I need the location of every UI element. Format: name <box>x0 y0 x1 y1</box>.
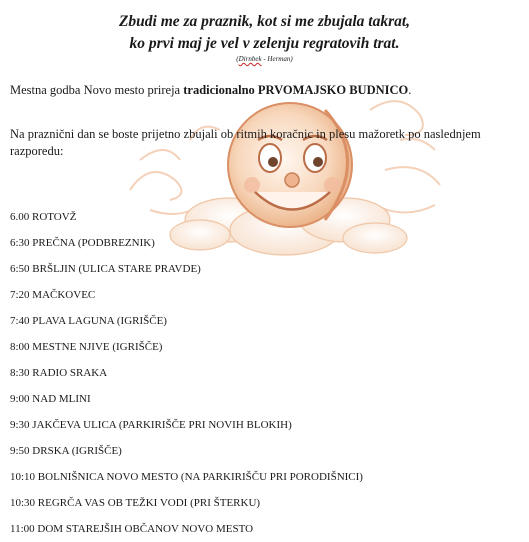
schedule-item: 11:00 DOM STAREJŠIH OBČANOV NOVO MESTO <box>10 523 254 535</box>
schedule-item: 8:00 MESTNE NJIVE (IGRIŠČE) <box>10 341 163 353</box>
schedule-item: 8:30 RADIO SRAKA <box>10 367 108 379</box>
schedule-list <box>10 204 363 542</box>
verse-line-2: ko prvi maj je vel v zelenju regratovih trat. <box>129 35 400 52</box>
schedule-item: 6:30 PREČNA (PODBREZNIK) <box>10 237 155 249</box>
schedule-item: 6:50 BRŠLJIN (ULICA STARE PRAVDE) <box>10 263 201 275</box>
verse-attribution <box>0 55 529 64</box>
attribution-open: ( <box>236 55 239 63</box>
verse-line-1: Zbudi me za praznik, kot si me zbujala takrat, <box>118 13 411 30</box>
intro-text-after: . <box>408 83 412 97</box>
schedule-item: 7:20 MAČKOVEC <box>10 289 96 301</box>
intro-paragraph <box>10 82 522 99</box>
schedule-item: 10:30 REGRČA VAS OB TEŽKI VODI (PRI ŠTERKU) <box>10 497 261 509</box>
schedule-item: 7:40 PLAVA LAGUNA (IGRIŠČE) <box>10 315 167 327</box>
schedule-intro-paragraph: Na praznični dan se boste prijetno zbujali ob ritmih koračnic in plesu mažoretk po naslednjem razporedu: <box>10 127 481 158</box>
attribution-author: Dirnbek <box>238 55 262 63</box>
attribution-rest: - Herman) <box>261 55 293 63</box>
intro-text-before: Mestna godba Novo mesto prireja <box>10 83 184 97</box>
schedule-item: 9:30 JAKČEVA ULICA (PARKIRIŠČE PRI NOVIH BLOKIH) <box>10 419 292 431</box>
schedule-item: 10:10 BOLNIŠNICA NOVO MESTO (NA PARKIRIŠČU PRI PORODIŠNICI) <box>10 471 363 483</box>
intro-text-bold: tradicionalno PRVOMAJSKO BUDNICO <box>183 83 409 97</box>
schedule-item: 9:50 DRSKA (IGRIŠČE) <box>10 445 122 457</box>
schedule-item: 9:00 NAD MLINI <box>10 393 91 405</box>
schedule-item: 6.00 ROTOVŽ <box>10 211 77 223</box>
